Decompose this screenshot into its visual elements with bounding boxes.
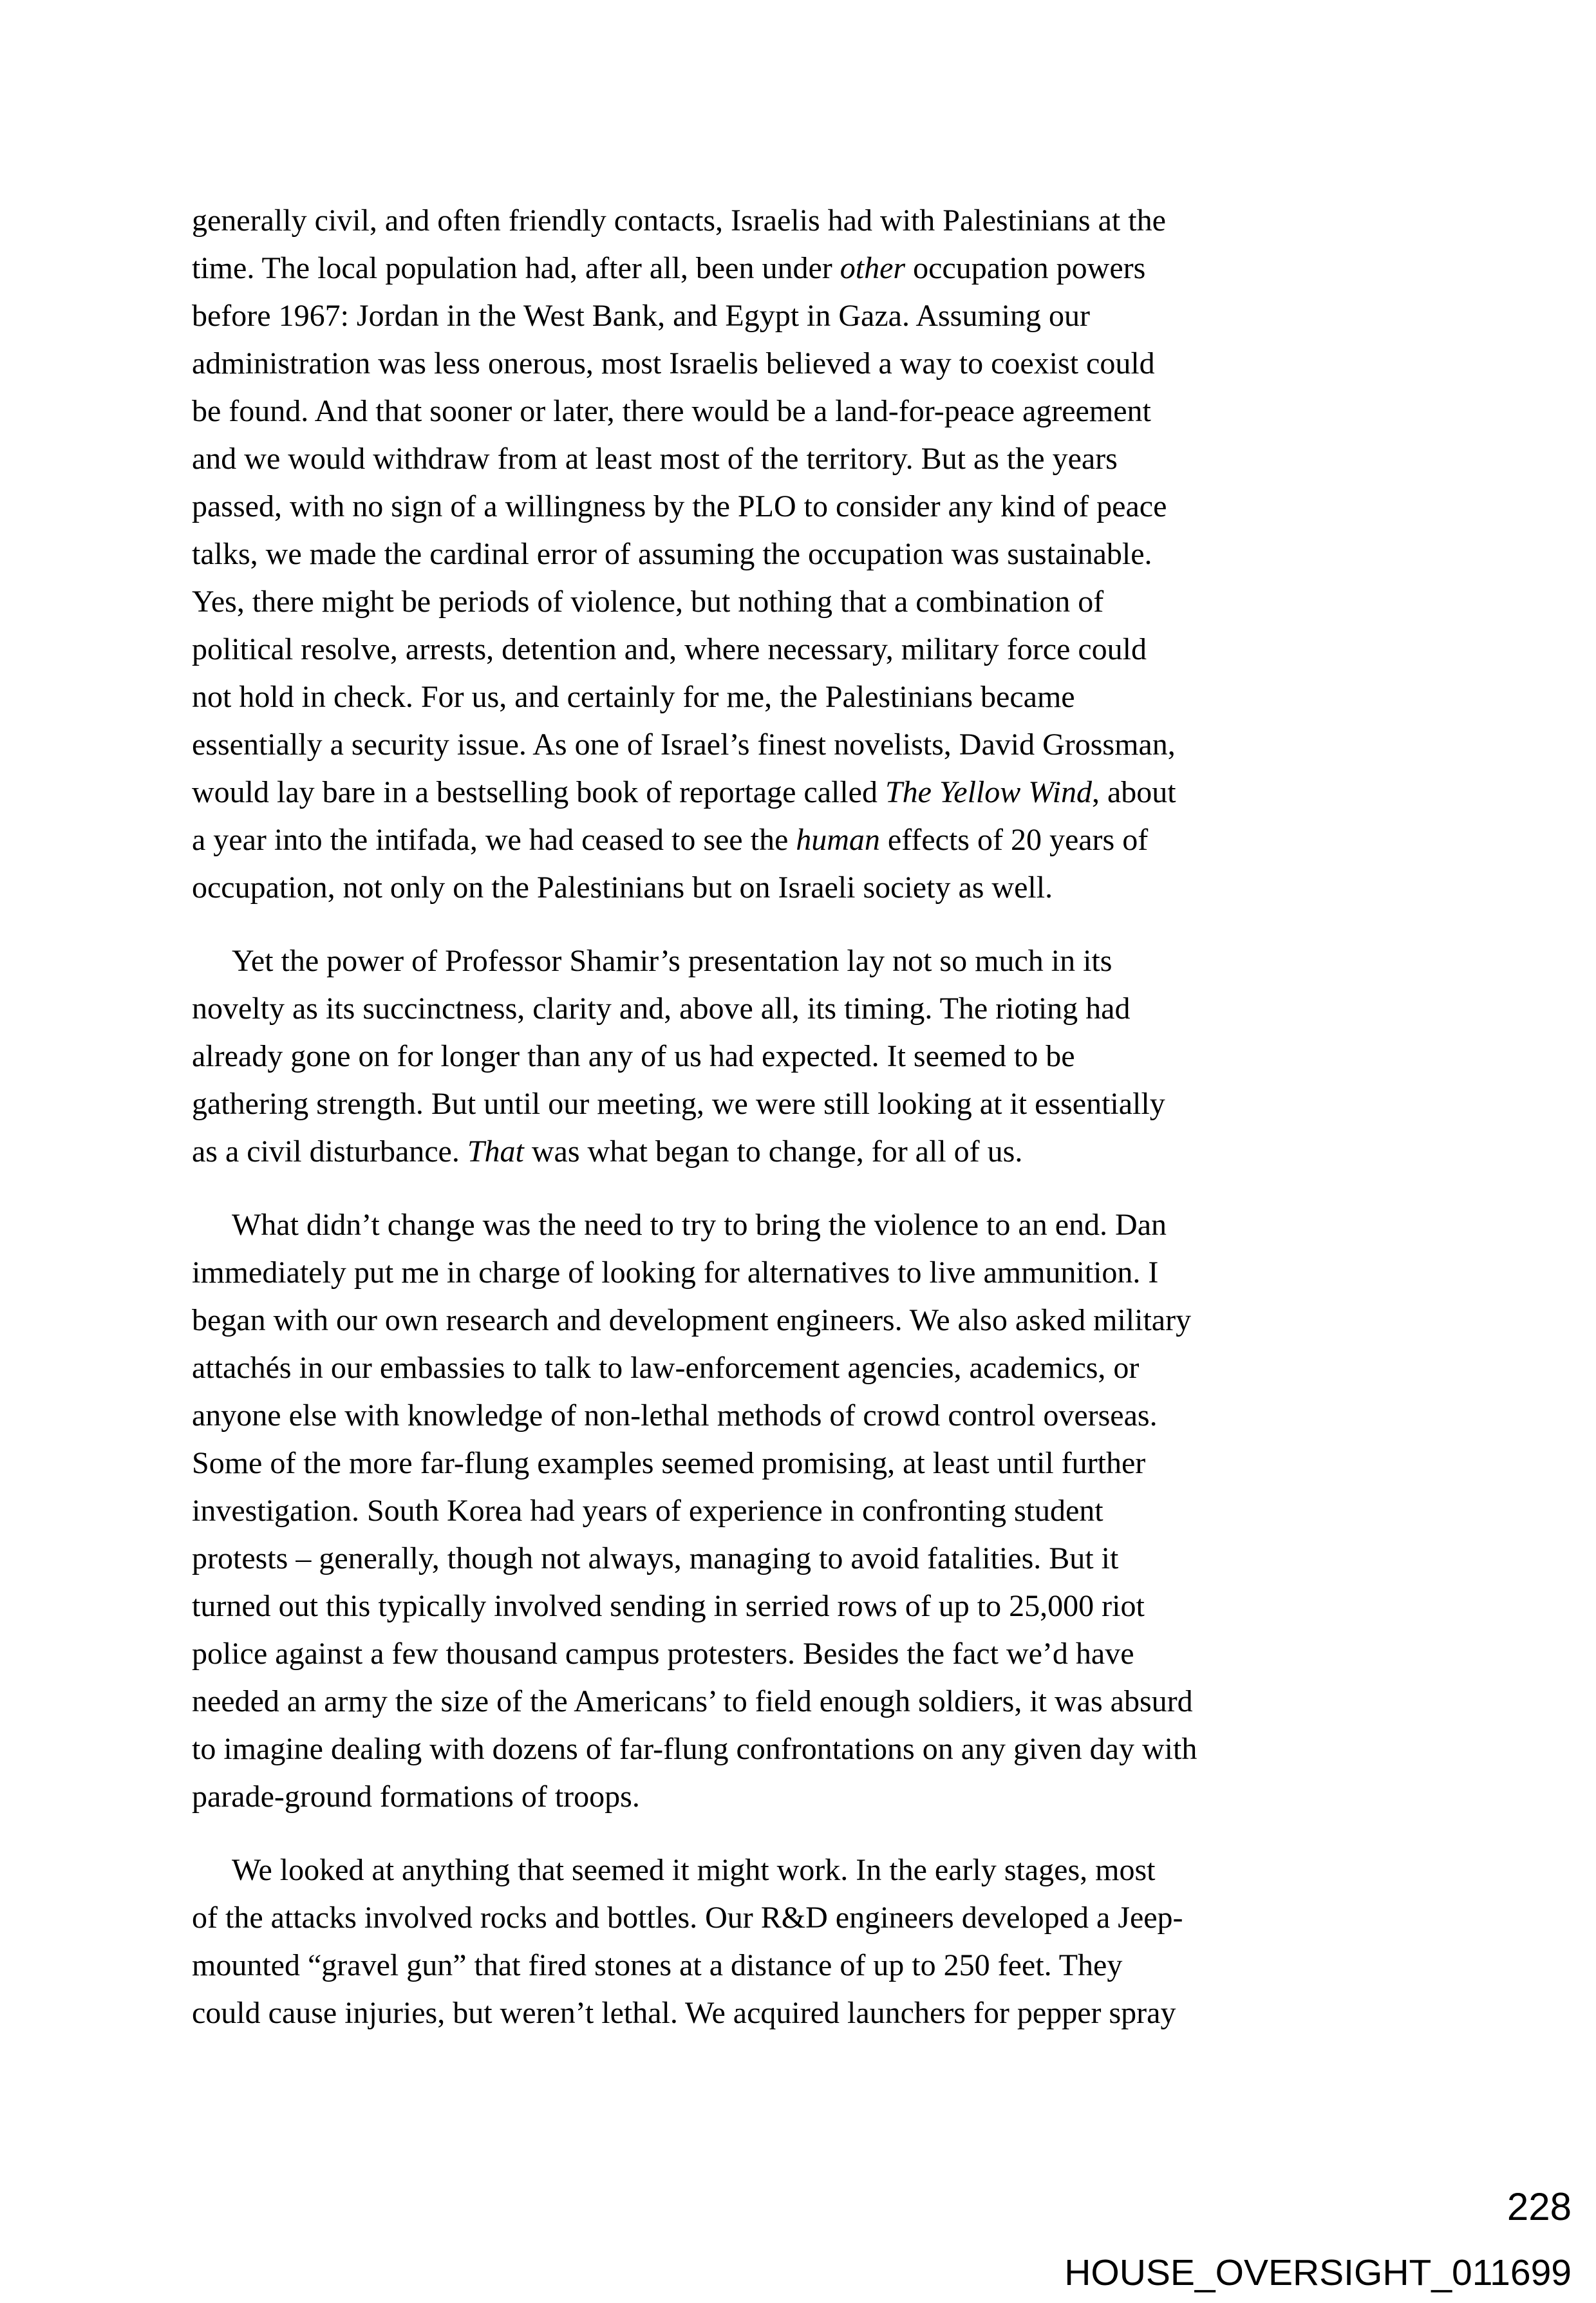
text-line: time. The local population had, after all, been under other occupation powers (192, 251, 1146, 285)
text-line: talks, we made the cardinal error of assuming the occupation was sustainable. (192, 537, 1152, 571)
text-line: began with our own research and development engineers. We also asked military (192, 1303, 1192, 1337)
text-line: anyone else with knowledge of non-lethal methods of crowd control overseas. (192, 1398, 1158, 1433)
text-line: investigation. South Korea had years of experience in confronting student (192, 1494, 1103, 1528)
bates-stamp-watermark: HOUSE_OVERSIGHT_011699 (1064, 2252, 1572, 2293)
text-line: generally civil, and often friendly contacts, Israelis had with Palestinians at the (192, 203, 1166, 238)
page-number: 228 (1507, 2185, 1572, 2228)
text-line: as a civil disturbance. That was what began to change, for all of us. (192, 1134, 1023, 1169)
text-line: needed an army the size of the Americans’ to field enough soldiers, it was absurd (192, 1684, 1193, 1718)
text-line: would lay bare in a bestselling book of reportage called The Yellow Wind, about (192, 775, 1176, 809)
paragraph (192, 937, 1415, 1176)
text-line: not hold in check. For us, and certainly for me, the Palestinians became (192, 680, 1075, 714)
text-line: already gone on for longer than any of us had expected. It seemed to be (192, 1039, 1075, 1073)
text-line: be found. And that sooner or later, there would be a land-for-peace agreement (192, 394, 1151, 428)
text-line: and we would withdraw from at least most of the territory. But as the years (192, 442, 1118, 476)
text-line: novelty as its succinctness, clarity and, above all, its timing. The rioting had (192, 992, 1131, 1026)
text-line: Yes, there might be periods of violence, but nothing that a combination of (192, 585, 1104, 619)
text-line: could cause injuries, but weren’t lethal. We acquired launchers for pepper spray (192, 1996, 1176, 2030)
text-line: of the attacks involved rocks and bottles. Our R&D engineers developed a Jeep- (192, 1901, 1183, 1935)
text-line: What didn’t change was the need to try to bring the violence to an end. Dan (232, 1208, 1167, 1242)
text-line: protests – generally, though not always, managing to avoid fatalities. But it (192, 1541, 1119, 1575)
text-line: political resolve, arrests, detention and, where necessary, military force could (192, 632, 1147, 666)
text-line: We looked at anything that seemed it might work. In the early stages, most (232, 1853, 1156, 1887)
page-text (192, 197, 1415, 2037)
text-line: occupation, not only on the Palestinians but on Israeli society as well. (192, 870, 1053, 905)
text-line: a year into the intifada, we had ceased to see the human effects of 20 years of (192, 823, 1149, 857)
text-line: to imagine dealing with dozens of far-flung confrontations on any given day with (192, 1732, 1197, 1766)
text-line: parade-ground formations of troops. (192, 1780, 640, 1814)
text-line: turned out this typically involved sending in serried rows of up to 25,000 riot (192, 1589, 1145, 1623)
text-line: before 1967: Jordan in the West Bank, and Egypt in Gaza. Assuming our (192, 299, 1090, 333)
text-line: essentially a security issue. As one of Israel’s finest novelists, David Grossman, (192, 728, 1176, 762)
text-line: administration was less onerous, most Israelis believed a way to coexist could (192, 346, 1155, 381)
text-line: mounted “gravel gun” that fired stones at a distance of up to 250 feet. They (192, 1948, 1123, 1982)
text-line: immediately put me in charge of looking for alternatives to live ammunition. I (192, 1255, 1159, 1290)
text-line: Yet the power of Professor Shamir’s presentation lay not so much in its (232, 944, 1113, 978)
text-line: attachés in our embassies to talk to law-enforcement agencies, academics, or (192, 1351, 1140, 1385)
text-line: passed, with no sign of a willingness by the PLO to consider any kind of peace (192, 489, 1167, 523)
paragraph (192, 197, 1415, 912)
paragraph (192, 1201, 1415, 1821)
paragraph (192, 1847, 1415, 2037)
text-line: police against a few thousand campus protesters. Besides the fact we’d have (192, 1637, 1134, 1671)
text-line: Some of the more far-flung examples seemed promising, at least until further (192, 1446, 1146, 1480)
text-line: gathering strength. But until our meeting, we were still looking at it essentially (192, 1087, 1165, 1121)
